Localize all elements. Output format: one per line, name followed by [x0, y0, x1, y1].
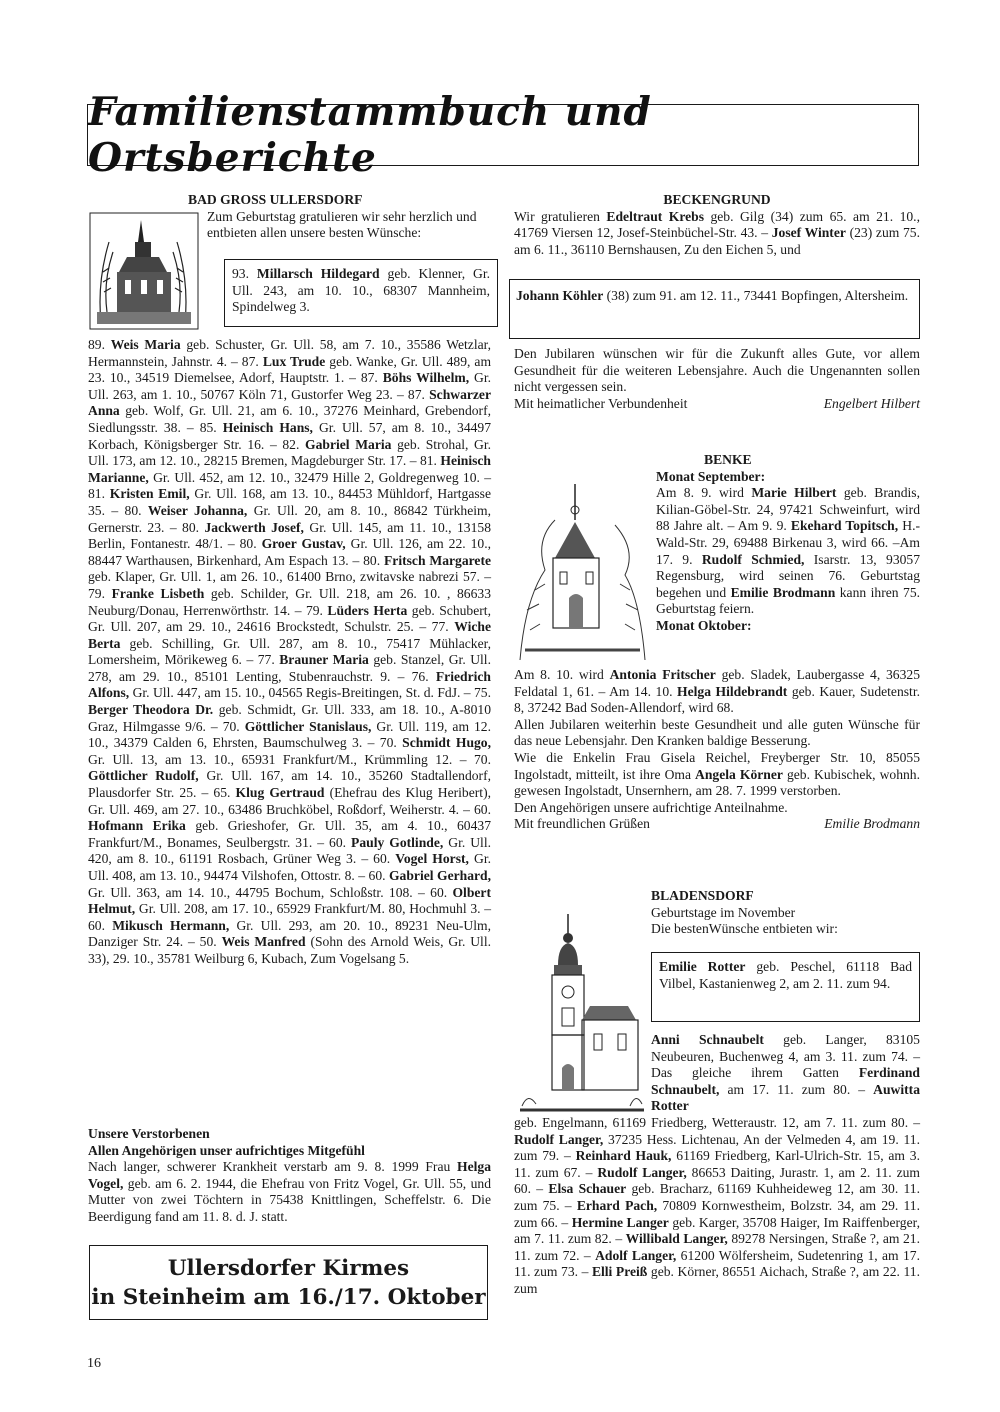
- person-name: Reinhard Hauk,: [575, 1148, 672, 1164]
- bladensdorf-list-bottom: geb. Engelmann, 61169 Friedberg, Wetteraustr. 12, am 7. 11. zum 80. – Rudolf Langer, 37235 Hess. Lichtenau, An der Velmeden 4, am 19. 11. zum 79. – Reinhard Hauk, 61169 Friedberg, Karl-Ulrich-Str. 15, am 3. 11. zum 67. – Rudolf Langer, 86653 Daiting, Jurastr. 1, am 2. 11. zum 60. – Elsa Schauer geb. Bracharz, 61169 Kuhheideweg 12, am 30. 11. zum 75. – Erhard Pach, 70809 Kornwestheim, Bolzstr. 34, am 29. 11. zum 66. – Hermine Langer geb. Karger, 35708 Haiger, Im Raiffenberger, am 7. 11. zum 82. – Willibald Langer, 89278 Nersingen, Straße ?, am 21. 11. zum 72. – Adolf Langer, 61200 Wölfersheim, Sudetenring 1, am 17. 11. zum 73. – Elli Preiß geb. Körner, 86551 Aichach, Straße ?, am 22. 11. zum: [514, 1115, 920, 1296]
- deceased-section: [88, 1126, 491, 1226]
- person-name: Johann Köhler: [516, 288, 604, 303]
- condolence-text: Den Angehörigen unsere aufrichtige Anteilnahme.: [514, 799, 788, 815]
- deceased-subtitle: Allen Angehörigen unser aufrichtiges Mitgefühl: [88, 1142, 365, 1158]
- person-name: Weis Maria: [110, 337, 181, 352]
- beckengrund-text: Wir gratulieren Edeltraut Krebs geb. Gilg (34) zum 65. am 21. 10., 41769 Viersen 12, Josef-Steinbüchel-Str. 43. – Josef Winter (23) zum 75. am 6. 11., 36110 Bernshausen, Zu den Eichen 5, und: [514, 208, 920, 257]
- kirmes-announcement: [89, 1245, 488, 1320]
- person-name: Ferdinand Schnaubelt,: [651, 1065, 920, 1097]
- person-name: Vogel Horst,: [395, 851, 469, 867]
- section-title: BAD GROSS ULLERSDORF: [188, 192, 363, 207]
- person-name: Weiser Johanna,: [147, 502, 248, 518]
- person-name: Josef Winter: [771, 225, 846, 241]
- benke-october-text: Am 8. 10. wird Antonia Fritscher geb. Sladek, Laubergasse 4, 36325 Feldatal 1, 61. – Am 14. 10. Helga Hildebrandt geb. Kauer, Sudetenstr. 8, 37242 Bad Soden-Allendorf, wird 68.: [514, 667, 921, 716]
- kirmes-line-1: Ullersdorfer Kirmes: [167, 1255, 410, 1281]
- obituary-text: Wie die Enkelin Frau Gisela Reichel, Freyberger Str. 10, 85055 Ingolstadt, mitteilt, ist ihre Oma Angela Körner geb. Kubischek, wohnh. gewesen Ingolstadt, Unsernhern, am 28. 7. 1999 verstorben.: [514, 749, 920, 799]
- page-title: Familienstammbuch und Ortsberichte: [88, 89, 652, 181]
- person-name: Weis Manfred: [221, 934, 306, 950]
- person-name: Ekehard Topitsch,: [790, 518, 899, 534]
- person-name: Edeltraut Krebs: [606, 208, 704, 224]
- person-name: Groer Gustav,: [261, 536, 346, 552]
- person-name: Mikusch Hermann,: [112, 917, 230, 933]
- person-name: Schmidt Hugo,: [402, 735, 491, 751]
- person-name: Elli Preiß: [591, 1264, 648, 1280]
- section-title: BLADENSDORF: [651, 888, 754, 903]
- person-name: Marie Hilbert: [751, 485, 837, 501]
- person-name: Klug Gertraud: [235, 785, 325, 801]
- signature: Engelbert Hilbert: [823, 395, 920, 411]
- person-name: Rudolf Schmied,: [701, 551, 805, 567]
- person-name: Auwitta Rotter: [651, 1081, 920, 1114]
- person-name: Lüders Herta: [327, 602, 408, 618]
- person-name: Heinisch Marianne,: [88, 453, 491, 485]
- page-number: 16: [87, 1356, 101, 1371]
- section-title: BECKENGRUND: [663, 192, 771, 207]
- person-name: Böhs Wilhelm,: [382, 370, 470, 386]
- signature: Emilie Brodmann: [824, 816, 920, 832]
- section-bladensdorf: [651, 888, 920, 938]
- person-name: Gabriel Gerhard,: [388, 868, 491, 883]
- person-name: Millarsch Hildegard: [256, 266, 380, 281]
- person-name: Emilie Brodmann: [730, 584, 836, 600]
- closing-text: Mit freundlichen Grüßen: [514, 816, 650, 832]
- intro-text: Zum Geburtstag gratulieren wir sehr herzlich und entbieten allen unsere besten Wünsche:: [207, 208, 477, 241]
- person-name: Jackwerth Josef,: [204, 519, 304, 535]
- person-name: Lux Trude: [262, 353, 326, 369]
- person-name: Rudolf Langer,: [514, 1131, 604, 1147]
- header-banner: [87, 89, 919, 181]
- person-name: Friedrich Alfons,: [88, 668, 491, 701]
- person-name: Angela Körner: [695, 766, 783, 782]
- person-name: Erhard Pach,: [576, 1197, 658, 1213]
- church-tower-illustration-icon: [518, 910, 646, 1115]
- chapel-illustration-icon: [515, 480, 650, 665]
- benke-october: [514, 667, 920, 833]
- subtitle: Die bestenWünsche entbieten wir:: [651, 921, 838, 937]
- section-bad-gross-ullersdorf: [188, 192, 498, 242]
- person-name: Adolf Langer,: [595, 1247, 677, 1263]
- person-name: Helga Vogel,: [88, 1159, 491, 1191]
- wish-text: Allen Jubilaren weiterhin beste Gesundheit und alle guten Wünsche für das neue Lebensjahr. Den Kranken baldige Besserung.: [514, 716, 920, 749]
- person-name: Helga Hildebrandt: [677, 683, 788, 699]
- person-name: Göttlicher Stanislaus,: [244, 718, 372, 734]
- person-name: Pauly Gotlinde,: [351, 834, 444, 850]
- person-name: Gabriel Maria: [305, 436, 392, 452]
- person-name: Elsa Schauer: [548, 1181, 627, 1197]
- section-beckengrund: [514, 192, 920, 258]
- subtitle: Geburtstage im November: [651, 904, 796, 920]
- person-name: Brauner Maria: [279, 652, 369, 668]
- person-name: Anni Schnaubelt: [651, 1032, 764, 1047]
- person-name: Olbert Helmut,: [88, 884, 491, 917]
- section-benke: [656, 452, 920, 635]
- section-title: BENKE: [704, 452, 752, 467]
- closing-text: Mit heimatlicher Verbundenheit: [514, 395, 688, 411]
- month-heading: Monat September:: [656, 468, 766, 484]
- person-name: Berger Theodora Dr.: [88, 702, 214, 718]
- deceased-title: Unsere Verstorbenen: [88, 1126, 210, 1141]
- person-name: Willibald Langer,: [625, 1231, 728, 1247]
- person-name: Kristen Emil,: [109, 486, 190, 502]
- person-name: Emilie Rotter: [659, 959, 746, 974]
- birthday-list: 89. Weis Maria geb. Schuster, Gr. Ull. 58, am 7. 10., 35586 Wetzlar, Hermannstein, Jahnstr. 4. – 87. Lux Trude geb. Wanke, Gr. Ull. 489, am 23. 10., 34519 Diemelsee, Adorf, Hauptstr. 1. – 87. Böhs Wilhelm, Gr. Ull. 263, am 1. 10., 50767 Köln 71, Gustorfer Weg 23. – 87. Schwarzer Anna geb. Wolf, Gr. Ull. 21, am 6. 10., 37276 Meinhard, Grebendorf, Siedlungsstr. 38. – 85. Heinisch Hans, Gr. Ull. 57, am 8. 10., 34497 Korbach, Königsberger Str. 16. – 82. Gabriel Maria geb. Strohal, Gr. Ull. 173, am 12. 10., 28215 Bremen, Magdeburger Str. 17. – 81. Heinisch Marianne, Gr. Ull. 452, am 12. 10., 32479 Hille 2, Goldregenweg 10. – 81. Kristen Emil, Gr. Ull. 168, am 13. 10., 84453 Mühldorf, Hartgasse 35. – 80. Weiser Johanna, Gr. Ull. 20, am 8. 10., 86842 Türkheim, Gernerstr. 23. – 80. Jackwerth Josef, Gr. Ull. 145, am 11. 10., 13158 Berlin, Fontanestr. 48/1. – 80. Groer Gustav, Gr. Ull. 126, am 22. 10., 88447 Warthausen, Birkenhard, Am Espach 13. – 80. Fritsch Margarete geb. Klaper, Gr. Ull. 1, am 26. 10., 61400 Brno, zwitavske nabrezi 57. – 79. Franke Lisbeth geb. Schilder, Gr. Ull. 218, am 26. 10. , 86633 Neuburg/Donau, Herrenwörthstr. 14. – 79. Lüders Herta geb. Schubert, Gr. Ull. 207, am 29. 10., 24616 Brockstedt, Schulstr. 25. – 77. Wiche Berta geb. Schilling, Gr. Ull. 287, am 8. 10., 75417 Mühlacker, Lomersheim, Mörikeweg 6. – 77. Brauner Maria geb. Stanzel, Gr. Ull. 278, am 29. 10., 85101 Lenting, Stubenrauchstr. 9. – 76. Friedrich Alfons, Gr. Ull. 447, am 15. 10., 04565 Regis-Breitingen, St. d. FdJ. – 75. Berger Theodora Dr. geb. Schmidt, Gr. Ull. 333, am 18. 10., A-8010 Graz, Hilmgasse 9/6. – 70. Göttlicher Stanislaus, Gr. Ull. 119, am 12. 10., 34379 Calden 6, Ehrsten, Baumschulweg 3. – 70. Schmidt Hugo, Gr. Ull. 13, am 13. 10., 65931 Frankfurt/M., Krümmling 12. – 70. Göttlicher Rudolf, Gr. Ull. 167, am 14. 10., 35260 Stadtallendorf, Plausdorfer Str. 25. – 65. Klug Gertraud (Ehefrau des Klug Heribert), Gr. Ull. 469, am 27. 10., 63486 Bruchköbel, Roßdorf, Weiherstr. 4. – 60. Hofmann Erika geb. Grieshofer, Gr. Ull. 35, am 4. 10., 60437 Frankfurt/M., Bonames, Seulbergstr. 31. – 60. Pauly Gotlinde, Gr. Ull. 420, am 8. 10., 61191 Rosbach, Grüner Weg 3. – 60. Vogel Horst, Gr. Ull. 408, am 13. 10., 94474 Vilshofen, Ottostr. 8. – 60. Gabriel Gerhard, Gr. Ull. 363, am 14. 10., 44795 Bochum, Schloßstr. 108. – 60. Olbert Helmut, Gr. Ull. 208, am 17. 10., 65929 Frankfurt/M. 80, Hochmuhl 3. – 60. Mikusch Hermann, Gr. Ull. 293, am 20. 10., 89231 Neu-Ulm, Danziger Str. 24. – 50. Weis Manfred (Sohn des Arnold Weis, Gr. Ull. 33), 29. 10., 35781 Weilburg 6, Kubach, Zum Vogelsang 5.: [88, 337, 492, 966]
- person-name: Franke Lisbeth: [111, 585, 205, 601]
- beckengrund-closing: [514, 346, 920, 412]
- person-name: Heinisch Hans,: [222, 419, 313, 435]
- person-name: Rudolf Langer,: [597, 1164, 687, 1180]
- wish-text: Den Jubilaren wünschen wir für die Zukunft alles Gute, vor allem Gesundheit für die weiteren Lebensjahre. Auch die Ungenannten sollen nicht vergessen sein.: [514, 346, 920, 395]
- church-illustration-icon: [89, 212, 199, 330]
- person-name: Hofmann Erika: [88, 818, 186, 834]
- deceased-text: Nach langer, schwerer Krankheit verstarb am 9. 8. 1999 Frau Helga Vogel, geb. am 6. 2. 1944, die Ehefrau von Fritz Vogel, Gr. Ull. 55, und Mutter von zwei Töchtern in 75438 Knittlingen, Scheffelstr. 6. Die Beerdigung fand am 11. 8. d. J. statt.: [88, 1159, 491, 1224]
- person-name: Schwarzer Anna: [88, 386, 491, 419]
- person-name: Hermine Langer: [571, 1214, 669, 1230]
- person-name: Antonia Fritscher: [609, 667, 716, 682]
- highlight-box-birthday: Emilie Rotter geb. Peschel, 61118 Bad Vilbel, Kastanienweg 2, am 2. 11. zum 94.: [651, 952, 920, 1022]
- highlight-box-birthday: 93. Millarsch Hildegard geb. Klenner, Gr. Ull. 243, am 10. 10., 68307 Mannheim, Spindelweg 3.: [224, 259, 498, 327]
- person-name: Fritsch Margarete: [384, 552, 492, 568]
- bladensdorf-list-top: Anni Schnaubelt geb. Langer, 83105 Neubeuren, Buchenweg 4, am 3. 11. zum 74. – Das gleiche ihrem Gatten Ferdinand Schnaubelt, am 17. 11. zum 80. – Auwitta Rotter: [651, 1032, 920, 1114]
- highlight-box-birthday: Johann Köhler (38) zum 91. am 12. 11., 73441 Bopfingen, Altersheim.: [509, 279, 920, 339]
- month-heading: Monat Oktober:: [656, 617, 752, 633]
- benke-september-text: Am 8. 9. wird Marie Hilbert geb. Brandis, Kilian-Göbel-Str. 24, 97421 Schweinfurt, wird 88 Jahre alt. – Am 9. 9. Ekehard Topitsch, H.-Wald-Str. 29, 69488 Birkenau 3, wird 66. –Am 17. 9. Rudolf Schmied, Isarstr. 13, 93057 Regensburg, wird seinen 76. Geburtstag begehen und Emilie Brodmann kann ihren 75. Geburtstag feiern.: [656, 485, 921, 617]
- person-name: Göttlicher Rudolf,: [88, 768, 199, 784]
- person-name: Wiche Berta: [88, 619, 491, 651]
- kirmes-line-2: in Steinheim am 16./17. Oktober: [91, 1284, 486, 1310]
